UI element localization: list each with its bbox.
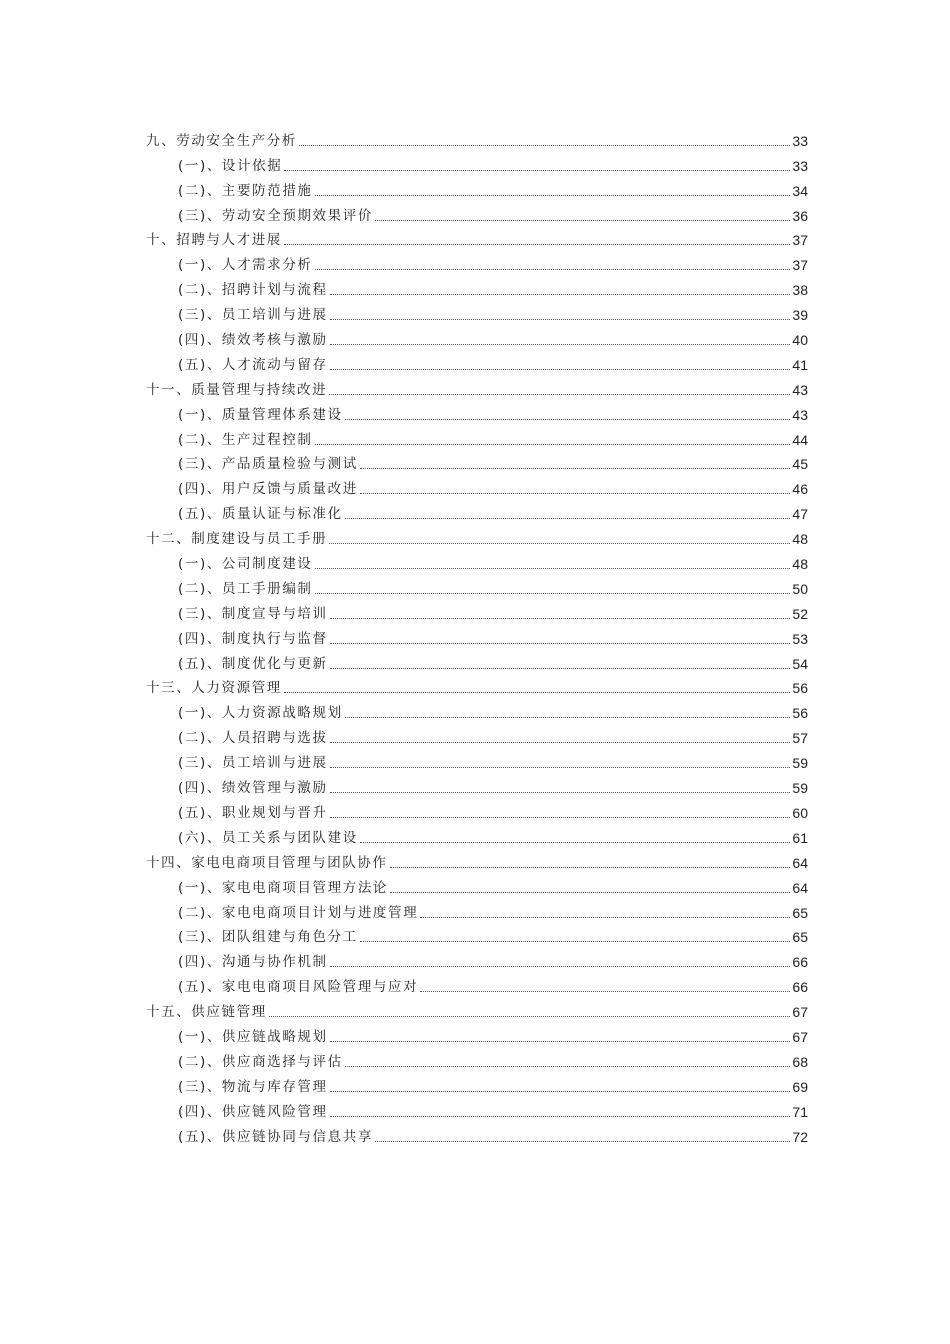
toc-entry-title: (二)、员工手册编制 <box>178 580 313 597</box>
toc-dot-leader <box>330 766 791 768</box>
toc-entry-title: (四)、绩效考核与激励 <box>178 332 328 349</box>
table-of-contents <box>146 125 808 1146</box>
toc-section-entry[interactable] <box>146 623 808 648</box>
toc-dot-leader <box>284 169 790 171</box>
toc-section-entry[interactable] <box>146 1021 808 1046</box>
toc-section-entry[interactable] <box>146 897 808 922</box>
toc-entry-title: 十三、人力资源管理 <box>146 680 282 697</box>
toc-section-entry[interactable] <box>146 150 808 175</box>
toc-page-number: 69 <box>792 1078 808 1095</box>
toc-entry-title: (三)、团队组建与角色分工 <box>178 929 358 946</box>
toc-section-entry[interactable] <box>146 772 808 797</box>
toc-page-number: 66 <box>792 979 808 996</box>
toc-page-number: 61 <box>792 829 808 846</box>
toc-dot-leader <box>329 542 790 544</box>
toc-page-number: 36 <box>792 207 808 224</box>
toc-entry-title: (五)、制度优化与更新 <box>178 655 328 672</box>
toc-page-number: 47 <box>792 506 808 523</box>
toc-dot-leader <box>345 716 791 718</box>
toc-page-number: 56 <box>792 705 808 722</box>
toc-section-entry[interactable] <box>146 473 808 498</box>
toc-page-number: 45 <box>792 456 808 473</box>
toc-entry-title: 十四、家电电商项目管理与团队协作 <box>146 854 388 871</box>
toc-entry-title: (二)、供应商选择与评估 <box>178 1053 343 1070</box>
toc-page-number: 37 <box>792 232 808 249</box>
toc-entry-title: 十、招聘与人才进展 <box>146 232 282 249</box>
toc-section-entry[interactable] <box>146 424 808 449</box>
toc-chapter-entry[interactable] <box>146 673 808 698</box>
toc-dot-leader <box>284 243 791 245</box>
toc-section-entry[interactable] <box>146 648 808 673</box>
toc-chapter-entry[interactable] <box>146 374 808 399</box>
toc-entry-title: 九、劳动安全生产分析 <box>146 132 297 149</box>
toc-section-entry[interactable] <box>146 922 808 947</box>
toc-entry-title: (五)、职业规划与晋升 <box>178 804 328 821</box>
toc-entry-title: (三)、物流与库存管理 <box>178 1078 328 1095</box>
toc-page-number: 34 <box>792 182 808 199</box>
toc-entry-title: (三)、制度宣导与培训 <box>178 605 328 622</box>
toc-section-entry[interactable] <box>146 598 808 623</box>
toc-page-number: 48 <box>792 531 808 548</box>
toc-page-number: 64 <box>792 854 808 871</box>
toc-page-number: 43 <box>792 406 808 423</box>
toc-chapter-entry[interactable] <box>146 847 808 872</box>
toc-page-number: 66 <box>792 954 808 971</box>
toc-section-entry[interactable] <box>146 722 808 747</box>
toc-dot-leader <box>330 1040 791 1042</box>
toc-entry-title: (一)、公司制度建设 <box>178 556 313 573</box>
toc-chapter-entry[interactable] <box>146 523 808 548</box>
toc-section-entry[interactable] <box>146 822 808 847</box>
toc-entry-title: (四)、用户反馈与质量改进 <box>178 481 358 498</box>
toc-entry-title: (五)、人才流动与留存 <box>178 356 328 373</box>
toc-dot-leader <box>330 318 791 320</box>
toc-section-entry[interactable] <box>146 249 808 274</box>
toc-page-number: 33 <box>792 157 808 174</box>
toc-dot-leader <box>284 691 791 693</box>
toc-dot-leader <box>330 343 791 345</box>
toc-entry-title: (三)、劳动安全预期效果评价 <box>178 207 373 224</box>
toc-page-number: 38 <box>792 282 808 299</box>
toc-entry-title: (三)、员工培训与进展 <box>178 307 328 324</box>
toc-entry-title: 十二、制度建设与员工手册 <box>146 531 328 548</box>
toc-dot-leader <box>329 393 790 395</box>
toc-dot-leader <box>315 443 791 445</box>
toc-page-number: 56 <box>792 680 808 697</box>
toc-dot-leader <box>345 1065 791 1067</box>
toc-page-number: 57 <box>792 730 808 747</box>
toc-page-number: 43 <box>792 381 808 398</box>
toc-page-number: 41 <box>792 356 808 373</box>
toc-entry-title: (六)、员工关系与团队建设 <box>178 829 358 846</box>
toc-entry-title: (四)、供应链风险管理 <box>178 1103 328 1120</box>
toc-chapter-entry[interactable] <box>146 225 808 250</box>
toc-section-entry[interactable] <box>146 971 808 996</box>
toc-dot-leader <box>315 194 791 196</box>
toc-entry-title: (一)、质量管理体系建设 <box>178 406 343 423</box>
toc-page-number: 50 <box>792 580 808 597</box>
toc-entry-title: (二)、家电电商项目计划与进度管理 <box>178 904 419 921</box>
toc-page-number: 67 <box>792 1028 808 1045</box>
toc-page-number: 44 <box>792 431 808 448</box>
toc-entry-title: (三)、员工培训与进展 <box>178 755 328 772</box>
toc-dot-leader <box>375 219 790 221</box>
toc-page-number: 67 <box>792 1004 808 1021</box>
toc-dot-leader <box>420 990 790 992</box>
toc-page-number: 54 <box>792 655 808 672</box>
toc-dot-leader <box>390 891 790 893</box>
toc-entry-title: (一)、设计依据 <box>178 157 283 174</box>
toc-entry-title: (五)、供应链协同与信息共享 <box>178 1128 373 1145</box>
toc-section-entry[interactable] <box>146 399 808 424</box>
toc-page-number: 48 <box>792 556 808 573</box>
toc-section-entry[interactable] <box>146 200 808 225</box>
toc-dot-leader <box>360 467 791 469</box>
toc-page-number: 65 <box>792 929 808 946</box>
toc-page-number: 60 <box>792 804 808 821</box>
toc-entry-title: (一)、人力资源战略规划 <box>178 705 343 722</box>
toc-dot-leader <box>315 592 791 594</box>
toc-section-entry[interactable] <box>146 747 808 772</box>
toc-entry-title: (一)、供应链战略规划 <box>178 1028 328 1045</box>
toc-entry-title: 十五、供应链管理 <box>146 1004 267 1021</box>
toc-dot-leader <box>345 418 791 420</box>
toc-section-entry[interactable] <box>146 1071 808 1096</box>
toc-page-number: 53 <box>792 630 808 647</box>
toc-dot-leader <box>269 1015 791 1017</box>
toc-page-number: 71 <box>792 1103 808 1120</box>
toc-dot-leader <box>345 517 791 519</box>
toc-entry-title: (四)、制度执行与监督 <box>178 630 328 647</box>
toc-section-entry[interactable] <box>146 797 808 822</box>
toc-entry-title: (二)、主要防范措施 <box>178 182 313 199</box>
toc-page-number: 37 <box>792 257 808 274</box>
toc-entry-title: (二)、招聘计划与流程 <box>178 282 328 299</box>
toc-dot-leader <box>330 368 791 370</box>
toc-page-number: 40 <box>792 332 808 349</box>
toc-entry-title: (一)、家电电商项目管理方法论 <box>178 879 389 896</box>
toc-dot-leader <box>375 1140 790 1142</box>
toc-entry-title: (二)、生产过程控制 <box>178 431 313 448</box>
toc-dot-leader <box>360 492 791 494</box>
toc-section-entry[interactable] <box>146 324 808 349</box>
toc-dot-leader <box>330 816 791 818</box>
toc-page-number: 59 <box>792 755 808 772</box>
toc-chapter-entry[interactable] <box>146 996 808 1021</box>
toc-section-entry[interactable] <box>146 697 808 722</box>
toc-page-number: 59 <box>792 780 808 797</box>
toc-page-number: 65 <box>792 904 808 921</box>
toc-dot-leader <box>299 144 790 146</box>
toc-section-entry[interactable] <box>146 1046 808 1071</box>
toc-dot-leader <box>330 617 791 619</box>
toc-dot-leader <box>390 866 791 868</box>
toc-dot-leader <box>330 1090 791 1092</box>
toc-section-entry[interactable] <box>146 349 808 374</box>
toc-page-number: 46 <box>792 481 808 498</box>
toc-entry-title: (五)、家电电商项目风险管理与应对 <box>178 979 419 996</box>
toc-entry-title: (四)、绩效管理与激励 <box>178 780 328 797</box>
toc-section-entry[interactable] <box>146 1096 808 1121</box>
toc-section-entry[interactable] <box>146 299 808 324</box>
toc-entry-title: (三)、产品质量检验与测试 <box>178 456 358 473</box>
toc-page-number: 68 <box>792 1053 808 1070</box>
toc-page-number: 52 <box>792 605 808 622</box>
toc-page-number: 33 <box>792 132 808 149</box>
toc-section-entry[interactable] <box>146 548 808 573</box>
toc-entry-title: (二)、人员招聘与选拔 <box>178 730 328 747</box>
toc-dot-leader <box>315 567 791 569</box>
toc-dot-leader <box>315 268 791 270</box>
toc-chapter-entry[interactable] <box>146 125 808 150</box>
toc-dot-leader <box>330 791 791 793</box>
toc-entry-title: (一)、人才需求分析 <box>178 257 313 274</box>
toc-page-number: 39 <box>792 307 808 324</box>
toc-dot-leader <box>330 642 791 644</box>
toc-page-number: 64 <box>792 879 808 896</box>
toc-dot-leader <box>330 965 791 967</box>
toc-section-entry[interactable] <box>146 274 808 299</box>
toc-section-entry[interactable] <box>146 872 808 897</box>
toc-dot-leader <box>330 741 791 743</box>
toc-dot-leader <box>360 841 791 843</box>
toc-section-entry[interactable] <box>146 449 808 474</box>
toc-entry-title: (四)、沟通与协作机制 <box>178 954 328 971</box>
toc-dot-leader <box>330 1115 791 1117</box>
toc-page-number: 72 <box>792 1128 808 1145</box>
toc-section-entry[interactable] <box>146 498 808 523</box>
toc-section-entry[interactable] <box>146 946 808 971</box>
toc-dot-leader <box>360 940 791 942</box>
toc-section-entry[interactable] <box>146 175 808 200</box>
toc-dot-leader <box>420 916 790 918</box>
toc-section-entry[interactable] <box>146 573 808 598</box>
toc-entry-title: 十一、质量管理与持续改进 <box>146 381 328 398</box>
toc-dot-leader <box>330 667 791 669</box>
toc-dot-leader <box>330 293 791 295</box>
toc-section-entry[interactable] <box>146 1121 808 1146</box>
toc-entry-title: (五)、质量认证与标准化 <box>178 506 343 523</box>
